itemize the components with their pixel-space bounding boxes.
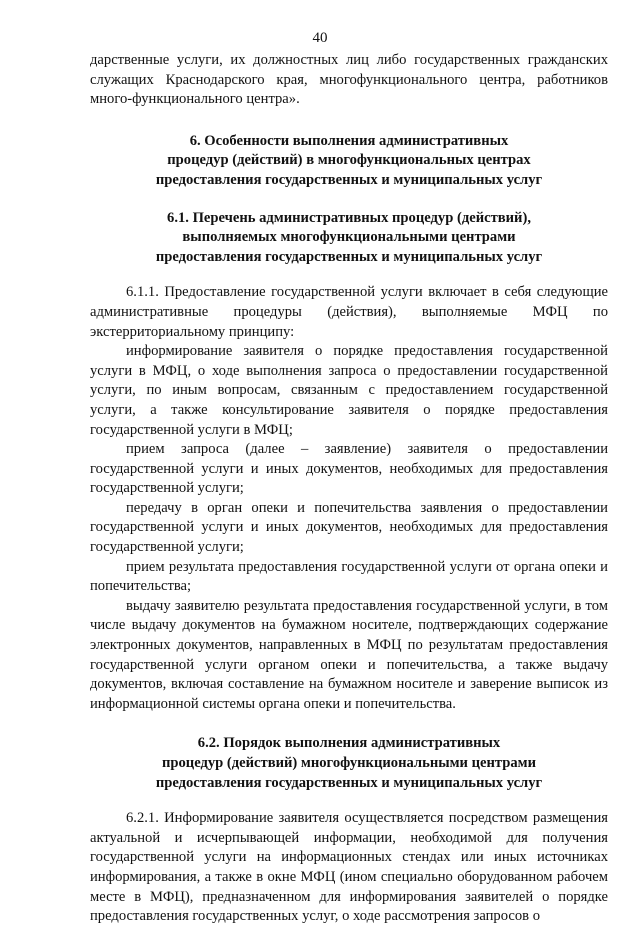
paragraph-6-2-1: 6.2.1. Информирование заявителя осуществляется посредством размещения актуальной и исчерпывающей информации, необходимой для получения государственной услуги на информационных стендах или иных источниках информирования, а также в окне МФЦ (ином специально оборудованном рабочем месте в МФЦ), предназначенном для информирования заявителей о порядке предоставления государственных услуг, о ходе рассмотрения запросов о (90, 810, 608, 925)
section-6-heading (90, 132, 608, 191)
section-6-1-heading-line: 6.1. Перечень административных процедур (действий), (167, 209, 531, 226)
page-number: 40 (312, 30, 328, 46)
section-6-1-heading (90, 209, 608, 268)
section-6-2-heading-line: процедур (действий) многофункциональными центрами (161, 755, 537, 771)
list-item-transfer: передачу в орган опеки и попечительства заявления о предоставлении государственной услуги и иных документов, необходимых для предоставления государственной услуги; (90, 499, 608, 556)
document-body (90, 51, 608, 927)
section-6-heading-line: предоставления государственных и муниципальных услуг (155, 171, 543, 188)
paragraph-6-1-1: 6.1.1. Предоставление государственной услуги включает в себя следующие административные процедуры (действия), выполняемые МФЦ по экстерриториальному принципу: (90, 284, 608, 340)
list-item-informing: информирование заявителя о порядке предоставления государственной услуги в МФЦ, о ходе выполнения запроса о предоставлении государственной услуги, по иным вопросам, связанным с предоставлением государственной услуги, а также консультирование заявителя о порядке предоставления государственной услуги в МФЦ; (90, 343, 608, 438)
list-item-result-intake: прием результата предоставления государственной услуги от органа опеки и попечительства; (90, 558, 608, 595)
list-item-issuance: выдачу заявителю результата предоставления государственной услуги, в том числе выдачу документов на бумажном носителе, подтверждающих содержание электронных документов, направленных в МФЦ по результатам предоставления государственной услуги органом опеки и попечительства, а также выдачу документов, включая составление на бумажном носителе и заверение выписок из информационной системы органа опеки и попечительства. (90, 597, 608, 712)
list-item-request-intake: прием запроса (далее – заявление) заявителя о предоставлении государственной услуги и иных документов, необходимых для предоставления государственной услуги; (90, 441, 608, 497)
section-6-2-heading (90, 734, 608, 793)
section-6-1-heading-line: выполняемых многофункциональными центрами (182, 229, 516, 246)
section-6-2-heading-line: 6.2. Порядок выполнения административных (197, 735, 501, 752)
section-6-2-heading-line: предоставления государственных и муниципальных услуг (155, 774, 543, 791)
section-6-1-heading-line: предоставления государственных и муниципальных услуг (155, 248, 543, 265)
section-6-heading-line: 6. Особенности выполнения административных (189, 132, 509, 149)
continuation-paragraph: дарственные услуги, их должностных лиц либо государственных гражданских служащих Краснодарского края, многофункционального центра, работников много-функционального центра». (90, 52, 608, 108)
section-6-heading-line: процедур (действий) в многофункциональных центрах (167, 152, 531, 169)
